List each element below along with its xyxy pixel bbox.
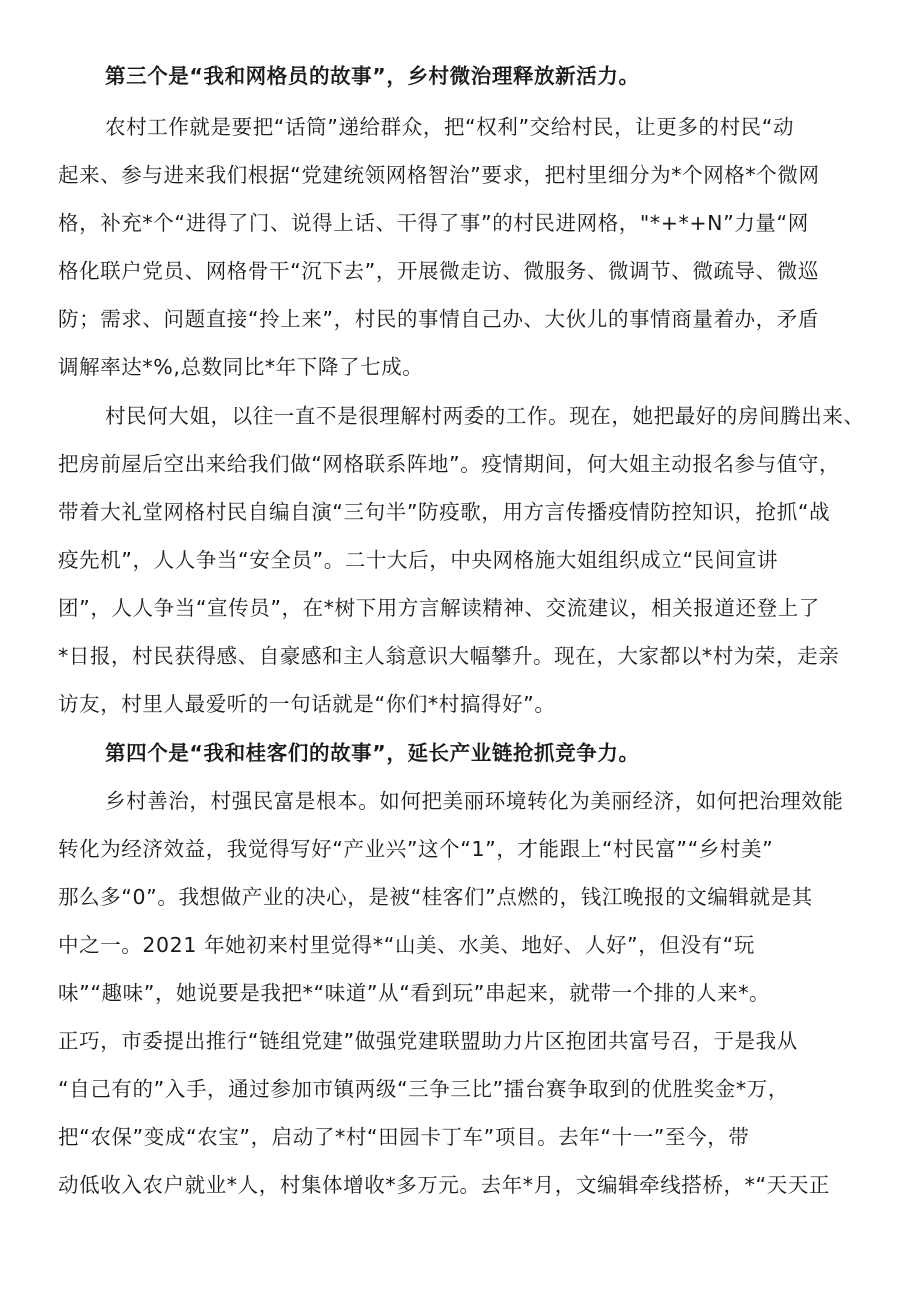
section-heading: 第三个是“我和网格员的故事”，乡村微治理释放新活力。 [105,64,640,88]
paragraph-line: 把房前屋后空出来给我们做“网格联系阵地”。疫情期间，何大姐主动报名参与值守， [58,452,841,476]
paragraph-line: 疫先机”，人人争当“安全员”。二十大后，中央网格施大姐组织成立“民间宣讲 [58,548,779,572]
paragraph-line: 访友，村里人最爱听的一句话就是“你们*村搞得好”。 [58,692,556,716]
paragraph-line: 团”，人人争当“宣传员”，在*树下用方言解读精神、交流建议，相关报道还登上了 [58,596,820,620]
paragraph-line: 格化联户党员、网格骨干“沉下去”，开展微走访、微服务、微调节、微疏导、微巡 [58,259,819,283]
section-heading: 第四个是“我和桂客们的故事”，延长产业链抢抓竞争力。 [105,741,640,765]
paragraph-line: 味”“趣味”，她说要是我把*“味道”从“看到玩”串起来，就带一个排的人来*。 [58,981,771,1005]
paragraph-line: 那么多“0”。我想做产业的决心，是被“桂客们”点燃的，钱江晚报的文编辑就是其 [58,885,813,909]
paragraph-line: 转化为经济效益，我觉得写好“产业兴”这个“1”，才能跟上“村民富”“乡村美” [58,837,774,861]
paragraph-line: 乡村善治，村强民富是根本。如何把美丽环境转化为美丽经济，如何把治理效能 [105,789,844,813]
paragraph-line: 调解率达*%,总数同比*年下降了七成。 [58,355,424,379]
paragraph-line: 带着大礼堂网格村民自编自演“三句半”防疫歌，用方言传播疫情防控知识，抢抓“战 [58,500,831,524]
paragraph-line: “自己有的”入手，通过参加市镇两级“三争三比”擂台赛争取到的优胜奖金*万， [58,1077,789,1101]
paragraph-line: 把“农保”变成“农宝”，启动了*村“田园卡丁车”项目。去年“十一”至今，带 [58,1125,750,1149]
paragraph-line: 村民何大姐，以往一直不是很理解村两委的工作。现在，她把最好的房间腾出来、 [105,404,865,428]
paragraph-line: 农村工作就是要把“话筒”递给群众，把“权利”交给村民，让更多的村民“动 [105,115,795,139]
paragraph-line: 防；需求、问题直接“拎上来”，村民的事情自己办、大伙儿的事情商量着办，矛盾 [58,307,819,331]
paragraph-line: 格，补充*个“进得了门、说得上话、干得了事”的村民进网格，"*+*+N”力量“网 [58,211,809,235]
paragraph-line: 正巧，市委提出推行“链组党建”做强党建联盟助力片区抱团共富号召，于是我从 [58,1029,798,1053]
paragraph-line: 起来、参与进来我们根据“党建统领网格智治”要求，把村里细分为*个网格*个微网 [58,163,820,187]
paragraph-line: 中之一。2021 年她初来村里觉得*“山美、水美、地好、人好”，但没有“玩 [58,933,755,957]
paragraph-line: *日报，村民获得感、自豪感和主人翁意识大幅攀升。现在，大家都以*村为荣，走亲 [58,644,840,668]
paragraph-line: 动低收入农户就业*人，村集体增收*多万元。去年*月，文编辑牵线搭桥，*“天天正 [58,1173,831,1197]
